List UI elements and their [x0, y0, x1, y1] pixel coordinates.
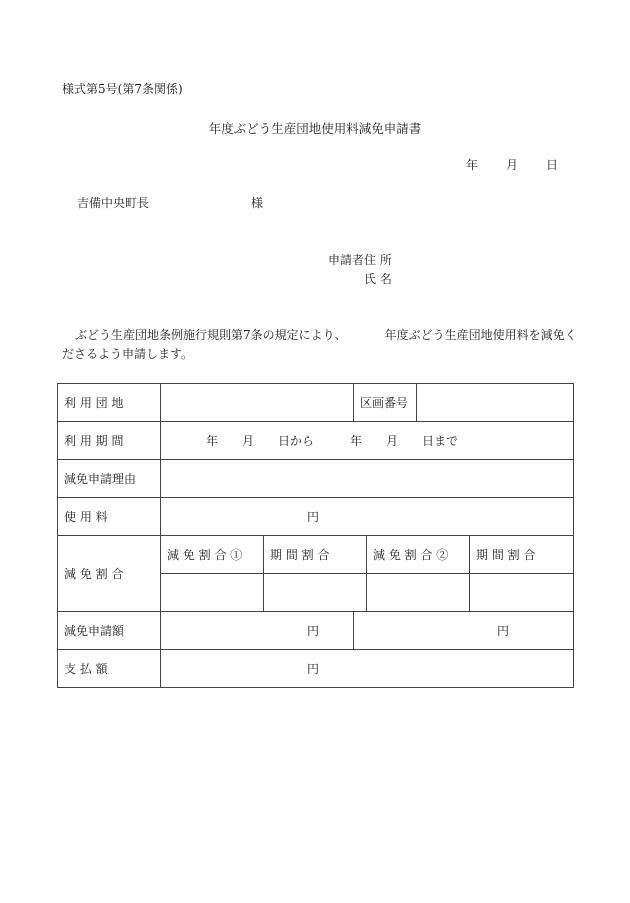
input-requested-amount-1[interactable] — [161, 612, 354, 650]
label-period: 利 用 期 間 — [58, 422, 161, 460]
payment-yen: 円 — [307, 662, 320, 676]
label-payment: 支 払 額 — [58, 650, 161, 688]
label-fee: 使 用 料 — [58, 498, 161, 536]
row-reason — [58, 460, 574, 498]
row-payment — [58, 650, 574, 688]
date-month-label: 月 — [506, 158, 519, 172]
addressee-line — [77, 194, 263, 211]
statement-part-2: 年度ぶどう生産団地使用料を減免くださるよう申請します。 — [62, 328, 577, 361]
input-fee[interactable] — [161, 498, 574, 536]
input-reduction-ratio-2[interactable] — [367, 574, 470, 612]
applicant-name-label: 氏 名 — [364, 272, 392, 286]
row-period — [58, 422, 574, 460]
application-table — [57, 383, 574, 688]
requested-yen-1: 円 — [307, 624, 320, 638]
input-payment[interactable] — [161, 650, 574, 688]
statement-part-1: ぶどう生産団地条例施行規則第7条の規定により、 — [75, 328, 347, 342]
row-ratio-header — [58, 536, 574, 574]
date-year-label: 年 — [466, 158, 479, 172]
form-number: 様式第5号(第7条関係) — [62, 82, 183, 96]
label-ratio: 減 免 割 合 — [58, 536, 161, 612]
label-requested-amount: 減免申請額 — [58, 612, 161, 650]
fee-yen: 円 — [307, 510, 320, 524]
input-requested-amount-2[interactable] — [354, 612, 574, 650]
header-reduction-ratio-1: 減 免 割 合 ① — [161, 536, 264, 574]
input-lot-number[interactable] — [417, 384, 574, 422]
date-line — [466, 156, 558, 173]
input-period-ratio-2[interactable] — [470, 574, 574, 612]
header-period-ratio-1: 期 間 割 合 — [264, 536, 367, 574]
requested-yen-2: 円 — [497, 624, 510, 638]
applicant-address-label: 申請者住 所 — [328, 253, 392, 267]
row-site — [58, 384, 574, 422]
label-site: 利 用 団 地 — [58, 384, 161, 422]
input-reduction-ratio-1[interactable] — [161, 574, 264, 612]
date-day-label: 日 — [546, 158, 559, 172]
period-value[interactable]: 年 月 日から 年 月 日まで — [161, 422, 574, 460]
input-period-ratio-1[interactable] — [264, 574, 367, 612]
addressee-name: 吉備中央町長 — [77, 196, 150, 210]
row-fee — [58, 498, 574, 536]
label-reason: 減免申請理由 — [58, 460, 161, 498]
request-statement — [62, 326, 582, 364]
label-lot-number: 区画番号 — [354, 384, 417, 422]
input-reason[interactable] — [161, 460, 574, 498]
header-reduction-ratio-2: 減 免 割 合 ② — [367, 536, 470, 574]
document-title: 年度ぶどう生産団地使用料減免申請書 — [208, 121, 422, 136]
header-period-ratio-2: 期 間 割 合 — [470, 536, 574, 574]
row-requested-amount — [58, 612, 574, 650]
addressee-honorific: 様 — [251, 196, 264, 210]
input-site[interactable] — [161, 384, 354, 422]
